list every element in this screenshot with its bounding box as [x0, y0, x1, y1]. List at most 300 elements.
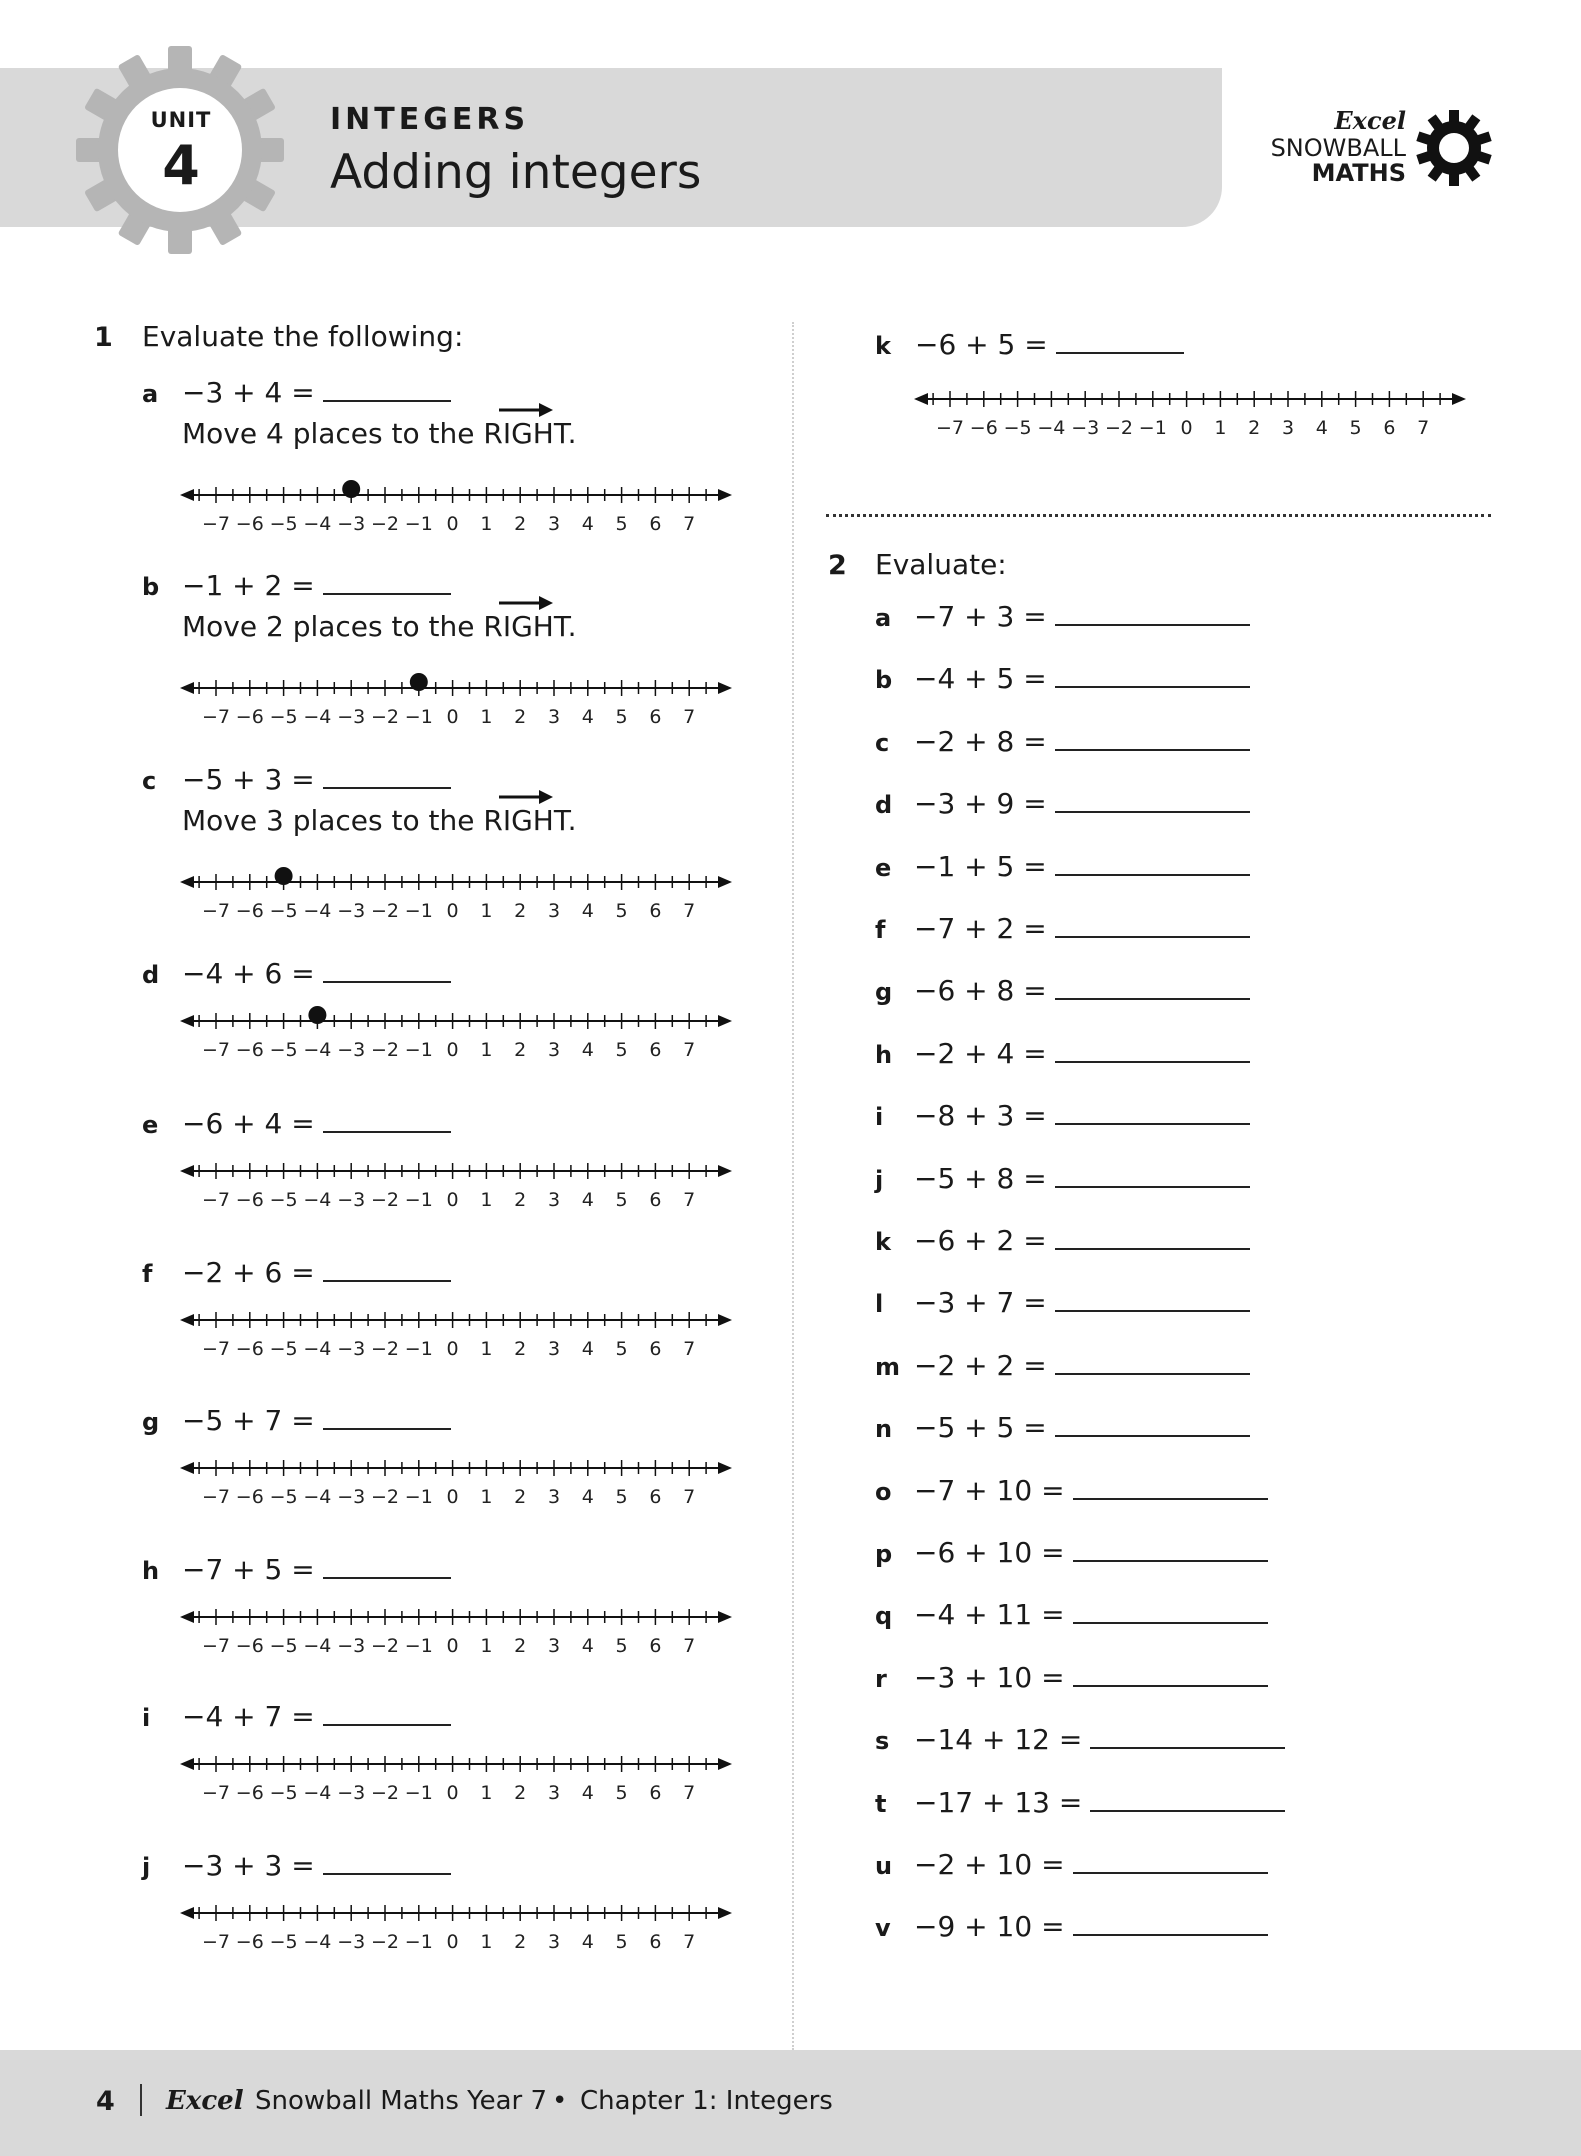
expression-text: −7 + 2 =: [914, 912, 1047, 945]
right-arrow-icon: [718, 1314, 732, 1326]
expression: [914, 787, 1250, 820]
expression-text: −2 + 4 =: [914, 1037, 1047, 1070]
number-line-tick-label: −1: [404, 513, 433, 535]
number-line-tick-label: −2: [370, 1338, 400, 1360]
number-line-tick-label: 6: [649, 1635, 662, 1657]
number-line-tick-label: 2: [514, 1782, 527, 1804]
number-line-tick-label: 6: [1383, 417, 1396, 439]
expression: [914, 1349, 1250, 1382]
number-line-tick-label: 3: [547, 513, 561, 535]
number-line-tick-label: 7: [683, 513, 696, 535]
expression-text: −14 + 12 =: [914, 1723, 1083, 1756]
item-letter: s: [875, 1727, 890, 1755]
answer-blank[interactable]: [1055, 729, 1250, 751]
number-line-tick-label: 5: [615, 1635, 628, 1657]
answer-blank[interactable]: [323, 961, 451, 983]
number-line-tick-label: 3: [547, 1931, 561, 1953]
expression-text: −4 + 7 =: [182, 1700, 315, 1733]
number-line-tick-label: 0: [446, 900, 459, 922]
number-line-tick-label: 7: [683, 1338, 696, 1360]
number-line: [176, 866, 736, 926]
number-line-tick-label: 7: [683, 1782, 696, 1804]
number-line-tick-label: −1: [404, 1189, 433, 1211]
number-line-tick-label: −5: [269, 900, 298, 922]
footer-divider: [140, 2084, 142, 2116]
number-line-tick-label: −7: [201, 1486, 231, 1508]
answer-blank[interactable]: [1090, 1727, 1285, 1749]
answer-blank[interactable]: [323, 573, 451, 595]
right-arrow-icon: [1452, 393, 1466, 405]
number-line-tick-label: −2: [370, 513, 400, 535]
section-divider: [826, 514, 1491, 517]
brand-snowball: SNOWBALL: [1270, 134, 1406, 162]
number-line-tick-label: −7: [201, 513, 231, 535]
number-line-tick-label: 4: [581, 1635, 594, 1657]
expression: [182, 1404, 451, 1437]
number-line-tick-label: −2: [370, 1635, 400, 1657]
brand-maths: MATHS: [1311, 159, 1406, 187]
item-letter: m: [875, 1353, 901, 1381]
number-line-tick-label: −7: [201, 1189, 231, 1211]
number-line-tick-label: −4: [303, 900, 332, 922]
answer-blank[interactable]: [1055, 791, 1250, 813]
number-line-tick-label: 4: [581, 706, 594, 728]
item-letter: g: [142, 1408, 160, 1436]
expression: [914, 725, 1250, 758]
number-line-tick-label: 3: [547, 1189, 561, 1211]
expression-text: −4 + 11 =: [914, 1598, 1065, 1631]
number-line-tick-label: −6: [235, 1039, 264, 1061]
number-line-tick-label: 5: [615, 1338, 628, 1360]
number-line-tick-label: 0: [446, 1486, 459, 1508]
number-line: [176, 672, 736, 732]
answer-blank[interactable]: [1055, 978, 1250, 1000]
item-letter: h: [142, 1557, 160, 1585]
expression: [914, 1411, 1250, 1444]
number-line-tick-label: −3: [1071, 417, 1100, 439]
answer-blank[interactable]: [1055, 1290, 1250, 1312]
number-line-tick-label: −5: [269, 1486, 298, 1508]
number-line-tick-label: 4: [581, 1931, 594, 1953]
right-direction-arrow-icon: [497, 789, 555, 805]
expression: [182, 1553, 451, 1586]
number-line-tick-label: −3: [337, 1189, 366, 1211]
number-line-tick-label: 0: [446, 1635, 459, 1657]
answer-blank[interactable]: [1073, 1478, 1268, 1500]
number-line-tick-label: −2: [370, 1039, 400, 1061]
start-point-dot: [275, 867, 293, 885]
item-letter: r: [875, 1665, 887, 1693]
number-line-tick-label: 0: [446, 706, 459, 728]
number-line-tick-label: −5: [269, 1635, 298, 1657]
number-line-tick-label: 7: [1417, 417, 1430, 439]
expression: [914, 1037, 1250, 1070]
expression-text: −2 + 8 =: [914, 725, 1047, 758]
question-2-number: 2: [828, 550, 847, 581]
number-line-tick-label: 5: [615, 1039, 628, 1061]
number-line-tick-label: −3: [337, 1338, 366, 1360]
number-line-tick-label: −6: [235, 1635, 264, 1657]
number-line-tick-label: −4: [303, 1931, 332, 1953]
number-line-tick-label: 1: [480, 1486, 493, 1508]
expression: [914, 850, 1250, 883]
item-letter: c: [875, 729, 890, 757]
item-letter: u: [875, 1852, 893, 1880]
number-line-tick-label: 2: [1248, 417, 1261, 439]
number-line-tick-label: 4: [581, 1189, 594, 1211]
number-line-tick-label: 2: [514, 900, 527, 922]
start-point-dot: [410, 673, 428, 691]
expression: [914, 1598, 1268, 1631]
expression: [182, 763, 451, 796]
number-line-tick-label: 1: [480, 900, 493, 922]
expression-text: −4 + 6 =: [182, 957, 315, 990]
item-letter: b: [142, 573, 160, 601]
answer-blank[interactable]: [1055, 1166, 1250, 1188]
number-line-tick-label: −1: [404, 1782, 433, 1804]
number-line-tick-label: −7: [201, 1782, 231, 1804]
answer-blank[interactable]: [323, 380, 451, 402]
number-line-tick-label: 3: [547, 1635, 561, 1657]
footer-chapter: Chapter 1: Integers: [580, 2086, 833, 2116]
number-line-tick-label: −3: [337, 1931, 366, 1953]
number-line-tick-label: 6: [649, 706, 662, 728]
number-line-tick-label: 5: [1349, 417, 1362, 439]
item-letter: p: [875, 1540, 893, 1568]
number-line-tick-label: 3: [547, 1782, 561, 1804]
start-point-dot: [342, 480, 360, 498]
page-title: Adding integers: [330, 145, 702, 200]
unit-label: UNIT: [150, 108, 212, 132]
number-line-tick-label: 6: [649, 1189, 662, 1211]
number-line-tick-label: 0: [446, 1782, 459, 1804]
instruction-text: Move 2 places to the RIGHT.: [182, 610, 577, 643]
expression-text: −9 + 10 =: [914, 1910, 1065, 1943]
expression-text: −2 + 2 =: [914, 1349, 1047, 1382]
answer-blank[interactable]: [1055, 1228, 1250, 1250]
right-arrow-icon: [718, 682, 732, 694]
number-line: [176, 1304, 736, 1364]
number-line-tick-label: −3: [337, 1039, 366, 1061]
answer-blank[interactable]: [1073, 1540, 1268, 1562]
number-line-tick-label: −7: [201, 1338, 231, 1360]
expression-text: −3 + 4 =: [182, 376, 315, 409]
expression: [182, 1700, 451, 1733]
number-line-tick-label: −6: [235, 706, 264, 728]
expression-text: −1 + 5 =: [914, 850, 1047, 883]
number-line-tick-label: −1: [404, 900, 433, 922]
number-line-tick-label: −6: [235, 1931, 264, 1953]
number-line-tick-label: 4: [581, 1338, 594, 1360]
expression-text: −3 + 10 =: [914, 1661, 1065, 1694]
number-line-tick-label: −6: [235, 1782, 264, 1804]
answer-blank[interactable]: [323, 1704, 451, 1726]
expression-text: −5 + 7 =: [182, 1404, 315, 1437]
number-line-tick-label: −7: [201, 706, 231, 728]
expression: [182, 569, 451, 602]
item-letter: i: [875, 1103, 884, 1131]
number-line-tick-label: 3: [547, 1338, 561, 1360]
item-letter: d: [142, 961, 160, 989]
answer-blank[interactable]: [1055, 666, 1250, 688]
number-line-tick-label: 1: [1214, 417, 1227, 439]
expression-text: −3 + 9 =: [914, 787, 1047, 820]
instruction-text: Move 4 places to the RIGHT.: [182, 417, 577, 450]
right-arrow-icon: [718, 1015, 732, 1027]
item-letter: a: [142, 380, 159, 408]
expression-text: −1 + 2 =: [182, 569, 315, 602]
expression-text: −2 + 10 =: [914, 1848, 1065, 1881]
number-line-tick-label: −7: [201, 1635, 231, 1657]
answer-blank[interactable]: [1055, 604, 1250, 626]
number-line-tick-label: −3: [337, 900, 366, 922]
number-line-tick-label: −5: [269, 513, 298, 535]
number-line-tick-label: −4: [303, 513, 332, 535]
number-line-tick-label: 1: [480, 1635, 493, 1657]
expression: [914, 1723, 1285, 1756]
number-line-tick-label: 7: [683, 1039, 696, 1061]
number-line-tick-label: −3: [337, 513, 366, 535]
expression-text: −7 + 10 =: [914, 1474, 1065, 1507]
item-letter: a: [875, 604, 892, 632]
number-line-tick-label: −3: [337, 1486, 366, 1508]
expression: [182, 957, 451, 990]
left-arrow-icon: [914, 393, 928, 405]
expression: [914, 1848, 1268, 1881]
answer-blank[interactable]: [1073, 1852, 1268, 1874]
expression: [182, 376, 451, 409]
expression-text: −6 + 4 =: [182, 1107, 315, 1140]
answer-blank[interactable]: [1055, 1415, 1250, 1437]
expression-text: −5 + 5 =: [914, 1411, 1047, 1444]
footer-excel: Excel: [166, 2086, 244, 2116]
answer-blank[interactable]: [1090, 1790, 1285, 1812]
number-line-tick-label: −4: [303, 1635, 332, 1657]
number-line-tick-label: 4: [581, 1486, 594, 1508]
number-line-tick-label: −4: [303, 1039, 332, 1061]
number-line-tick-label: −4: [303, 1338, 332, 1360]
item-letter: j: [142, 1853, 151, 1881]
item-letter: e: [875, 854, 892, 882]
number-line-tick-label: −2: [370, 1782, 400, 1804]
number-line-tick-label: 4: [581, 900, 594, 922]
expression-text: −5 + 8 =: [914, 1162, 1047, 1195]
expression-text: −4 + 5 =: [914, 662, 1047, 695]
right-direction-arrow-icon: [497, 402, 555, 418]
expression: [182, 1107, 451, 1140]
expression: [914, 1910, 1268, 1943]
item-letter: g: [875, 978, 893, 1006]
expression: [914, 1162, 1250, 1195]
number-line-tick-label: −1: [404, 706, 433, 728]
item-letter: v: [875, 1914, 891, 1942]
expression-text: −2 + 6 =: [182, 1256, 315, 1289]
number-line-tick-label: 2: [514, 1931, 527, 1953]
number-line-tick-label: 5: [615, 900, 628, 922]
item-letter: n: [875, 1415, 893, 1443]
expression-text: −7 + 5 =: [182, 1553, 315, 1586]
left-arrow-icon: [180, 1314, 194, 1326]
right-arrow-icon: [718, 1462, 732, 1474]
answer-blank[interactable]: [1055, 1041, 1250, 1063]
number-line-tick-label: 5: [615, 1782, 628, 1804]
number-line-tick-label: 1: [480, 513, 493, 535]
right-arrow-icon: [718, 489, 732, 501]
number-line-tick-label: 2: [514, 1486, 527, 1508]
question-1-prompt: Evaluate the following:: [142, 320, 464, 353]
number-line-tick-label: 4: [581, 1782, 594, 1804]
expression: [915, 328, 1184, 361]
answer-blank[interactable]: [1073, 1665, 1268, 1687]
answer-blank[interactable]: [323, 1260, 451, 1282]
right-arrow-icon: [718, 1165, 732, 1177]
start-point-dot: [308, 1006, 326, 1024]
number-line-tick-label: 2: [514, 1338, 527, 1360]
number-line-tick-label: 3: [547, 1039, 561, 1061]
item-letter: e: [142, 1111, 159, 1139]
item-letter: q: [875, 1602, 893, 1630]
number-line-tick-label: 1: [480, 1039, 493, 1061]
left-arrow-icon: [180, 1907, 194, 1919]
number-line-tick-label: −3: [337, 706, 366, 728]
answer-blank[interactable]: [1073, 1914, 1268, 1936]
number-line-tick-label: 6: [649, 513, 662, 535]
item-letter: i: [142, 1704, 151, 1732]
expression-text: −3 + 3 =: [182, 1849, 315, 1882]
item-letter: b: [875, 666, 893, 694]
number-line-tick-label: −6: [235, 900, 264, 922]
number-line-tick-label: −2: [370, 900, 400, 922]
number-line-tick-label: 6: [649, 1782, 662, 1804]
number-line-tick-label: −4: [303, 1782, 332, 1804]
number-line-tick-label: −1: [1138, 417, 1167, 439]
number-line-tick-label: 6: [649, 1039, 662, 1061]
number-line-tick-label: 0: [446, 1338, 459, 1360]
question-2-prompt: Evaluate:: [875, 548, 1007, 581]
left-arrow-icon: [180, 489, 194, 501]
expression: [914, 1099, 1250, 1132]
expression: [914, 1661, 1268, 1694]
number-line-tick-label: −6: [969, 417, 998, 439]
answer-blank[interactable]: [1055, 916, 1250, 938]
number-line-tick-label: −5: [269, 1338, 298, 1360]
answer-blank[interactable]: [323, 767, 451, 789]
number-line-tick-label: 7: [683, 1931, 696, 1953]
number-line: [910, 383, 1470, 443]
item-letter: k: [875, 332, 891, 360]
expression: [914, 1474, 1268, 1507]
number-line-tick-label: 0: [446, 1931, 459, 1953]
left-arrow-icon: [180, 1462, 194, 1474]
number-line-tick-label: 1: [480, 1338, 493, 1360]
number-line: [176, 1748, 736, 1808]
number-line-tick-label: −1: [404, 1635, 433, 1657]
brand-excel: Excel: [1334, 106, 1406, 135]
expression: [914, 1224, 1250, 1257]
number-line-tick-label: −7: [935, 417, 965, 439]
expression: [914, 912, 1250, 945]
number-line-tick-label: −6: [235, 513, 264, 535]
left-arrow-icon: [180, 1165, 194, 1177]
number-line-tick-label: 0: [446, 513, 459, 535]
number-line-tick-label: −4: [303, 706, 332, 728]
number-line: [176, 1155, 736, 1215]
expression-text: −7 + 3 =: [914, 600, 1047, 633]
number-line-tick-label: −5: [269, 706, 298, 728]
instruction-text: Move 3 places to the RIGHT.: [182, 804, 577, 837]
expression-text: −6 + 8 =: [914, 974, 1047, 1007]
answer-blank[interactable]: [1073, 1602, 1268, 1624]
number-line-tick-label: −5: [269, 1931, 298, 1953]
number-line-tick-label: −6: [235, 1189, 264, 1211]
number-line-tick-label: 0: [446, 1039, 459, 1061]
number-line-tick-label: −7: [201, 1039, 231, 1061]
number-line-tick-label: 4: [581, 1039, 594, 1061]
number-line-tick-label: −6: [235, 1486, 264, 1508]
number-line-tick-label: 6: [649, 1486, 662, 1508]
answer-blank[interactable]: [1055, 1353, 1250, 1375]
expression: [182, 1256, 451, 1289]
number-line-tick-label: −1: [404, 1338, 433, 1360]
item-letter: t: [875, 1790, 887, 1818]
answer-blank[interactable]: [323, 1853, 451, 1875]
number-line-tick-label: 4: [1315, 417, 1328, 439]
number-line-tick-label: 2: [514, 706, 527, 728]
number-line-tick-label: 5: [615, 1189, 628, 1211]
answer-blank[interactable]: [323, 1408, 451, 1430]
number-line-tick-label: 7: [683, 706, 696, 728]
answer-blank[interactable]: [1055, 854, 1250, 876]
number-line-tick-label: −5: [269, 1189, 298, 1211]
number-line-tick-label: −5: [1003, 417, 1032, 439]
answer-blank[interactable]: [323, 1111, 451, 1133]
number-line-tick-label: −2: [370, 1189, 400, 1211]
number-line-tick-label: −5: [269, 1782, 298, 1804]
item-letter: f: [875, 916, 886, 944]
expression: [914, 1786, 1285, 1819]
expression-text: −8 + 3 =: [914, 1099, 1047, 1132]
right-arrow-icon: [718, 1758, 732, 1770]
page-number: 4: [96, 2086, 115, 2117]
expression: [914, 600, 1250, 633]
left-arrow-icon: [180, 1758, 194, 1770]
answer-blank[interactable]: [323, 1557, 451, 1579]
number-line: [176, 1601, 736, 1661]
answer-blank[interactable]: [1055, 1103, 1250, 1125]
expression-text: −6 + 5 =: [915, 328, 1048, 361]
number-line-tick-label: 7: [683, 1486, 696, 1508]
number-line-tick-label: 2: [514, 1635, 527, 1657]
expression: [914, 1536, 1268, 1569]
answer-blank[interactable]: [1056, 332, 1184, 354]
item-letter: j: [875, 1166, 884, 1194]
number-line-tick-label: 1: [480, 1782, 493, 1804]
expression: [182, 1849, 451, 1882]
number-line-tick-label: −2: [370, 1931, 400, 1953]
number-line-tick-label: −7: [201, 1931, 231, 1953]
item-letter: c: [142, 767, 157, 795]
number-line-tick-label: 1: [480, 706, 493, 728]
number-line-tick-label: 7: [683, 1189, 696, 1211]
right-arrow-icon: [718, 876, 732, 888]
left-arrow-icon: [180, 876, 194, 888]
number-line-tick-label: 0: [446, 1189, 459, 1211]
item-letter: l: [875, 1290, 884, 1318]
number-line-tick-label: 3: [1281, 417, 1295, 439]
number-line: [176, 1897, 736, 1957]
number-line-tick-label: −2: [1104, 417, 1134, 439]
number-line-tick-label: 1: [480, 1931, 493, 1953]
